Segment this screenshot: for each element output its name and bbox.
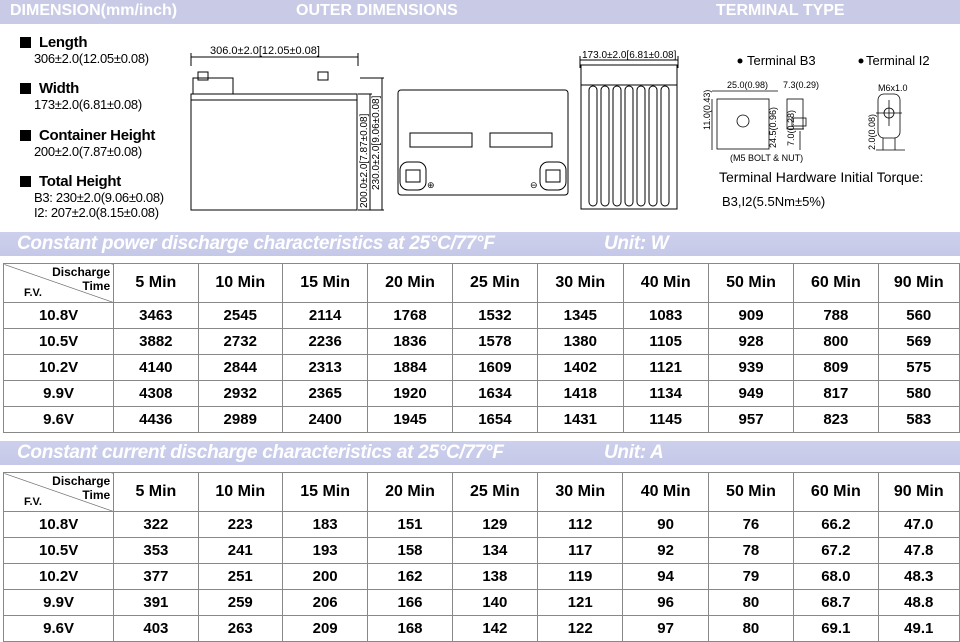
battery-end-view bbox=[580, 56, 678, 209]
table-cell: 47.8 bbox=[878, 538, 959, 564]
column-header: 60 Min bbox=[794, 264, 878, 303]
table-cell: 939 bbox=[708, 355, 793, 381]
power-table-unit: Unit: W bbox=[604, 233, 669, 254]
corner-time-label: Time bbox=[82, 488, 111, 502]
table-cell: 49.1 bbox=[878, 616, 959, 642]
dim-i2-thread: M6x1.0 bbox=[878, 83, 908, 93]
current-table-title: Constant current discharge characteristics at 25°C/77°F bbox=[17, 442, 504, 463]
row-voltage-cell: 10.8V bbox=[4, 512, 114, 538]
column-header: 40 Min bbox=[623, 473, 708, 512]
table-cell: 4140 bbox=[114, 355, 198, 381]
table-cell: 158 bbox=[368, 538, 452, 564]
table-cell: 788 bbox=[794, 303, 878, 329]
spec-title: Length bbox=[39, 34, 88, 51]
table-cell: 403 bbox=[114, 616, 198, 642]
table-cell: 3463 bbox=[114, 303, 198, 329]
table-cell: 119 bbox=[538, 564, 623, 590]
dim-b3-thickness: 7.3(0.29) bbox=[783, 80, 820, 90]
spec-title: Total Height bbox=[39, 173, 121, 190]
row-voltage-cell: 10.2V bbox=[4, 564, 114, 590]
table-cell: 322 bbox=[114, 512, 198, 538]
table-cell: 138 bbox=[452, 564, 537, 590]
row-voltage-cell: 9.6V bbox=[4, 616, 114, 642]
dim-b3-hole: 11.0(0.43) bbox=[702, 89, 712, 130]
spec-value: 173±2.0(6.81±0.08) bbox=[34, 97, 142, 112]
table-cell: 1654 bbox=[452, 407, 537, 433]
power-table-title: Constant power discharge characteristics at 25°C/77°F bbox=[17, 233, 495, 254]
table-cell: 575 bbox=[878, 355, 959, 381]
column-header: 30 Min bbox=[538, 264, 623, 303]
table-cell: 166 bbox=[368, 590, 452, 616]
table-cell: 391 bbox=[114, 590, 198, 616]
current-discharge-table bbox=[3, 472, 960, 642]
table-cell: 162 bbox=[368, 564, 452, 590]
column-header: 20 Min bbox=[368, 264, 452, 303]
dim-b3-width: 25.0(0.98) bbox=[727, 80, 769, 90]
table-cell: 97 bbox=[623, 616, 708, 642]
table-cell: 2114 bbox=[282, 303, 367, 329]
table-cell: 142 bbox=[452, 616, 537, 642]
table-header-row bbox=[4, 473, 960, 512]
table-cell: 241 bbox=[198, 538, 282, 564]
table-cell: 928 bbox=[708, 329, 793, 355]
dimension-heading: DIMENSION(mm/inch) bbox=[10, 2, 178, 19]
corner-time-label: Time bbox=[82, 279, 111, 293]
table-row bbox=[4, 616, 960, 642]
table-cell: 80 bbox=[708, 616, 793, 642]
table-cell: 4308 bbox=[114, 381, 198, 407]
table-cell: 259 bbox=[198, 590, 282, 616]
dim-i2-height: 2.0(0.08) bbox=[867, 113, 877, 150]
table-cell: 909 bbox=[708, 303, 793, 329]
current-table-banner bbox=[0, 441, 960, 465]
table-cell: 183 bbox=[282, 512, 367, 538]
table-cell: 1920 bbox=[368, 381, 452, 407]
terminal-type-heading: TERMINAL TYPE bbox=[716, 2, 845, 19]
table-cell: 66.2 bbox=[794, 512, 878, 538]
row-voltage-cell: 10.5V bbox=[4, 329, 114, 355]
table-cell: 1884 bbox=[368, 355, 452, 381]
bolt-label: (M5 BOLT & NUT) bbox=[730, 153, 804, 163]
corner-discharge-label: Discharge bbox=[52, 474, 111, 488]
table-cell: 949 bbox=[708, 381, 793, 407]
spec-title: Width bbox=[39, 80, 80, 97]
dim-length-label: 306.0±2.0[12.05±0.08] bbox=[210, 45, 320, 57]
table-cell: 580 bbox=[878, 381, 959, 407]
positive-terminal-icon: ⊖ bbox=[530, 180, 538, 190]
table-corner-cell bbox=[4, 264, 114, 303]
table-row bbox=[4, 303, 960, 329]
spec-value-i2: I2: 207±2.0(8.15±0.08) bbox=[34, 205, 159, 220]
table-cell: 2545 bbox=[198, 303, 282, 329]
table-cell: 823 bbox=[794, 407, 878, 433]
dim-total-height-label: 230.0±2.0[9.06±0.08] bbox=[371, 95, 382, 190]
column-header: 15 Min bbox=[282, 473, 367, 512]
table-cell: 569 bbox=[878, 329, 959, 355]
corner-fv-label: F.V. bbox=[24, 496, 42, 508]
table-cell: 193 bbox=[282, 538, 367, 564]
dim-container-height-label: 200.0±2.0[7.87±0.08] bbox=[359, 113, 370, 208]
table-cell: 2236 bbox=[282, 329, 367, 355]
column-header: 30 Min bbox=[538, 473, 623, 512]
column-header: 25 Min bbox=[452, 473, 537, 512]
table-cell: 47.0 bbox=[878, 512, 959, 538]
column-header: 90 Min bbox=[878, 473, 959, 512]
power-discharge-table bbox=[3, 263, 960, 433]
column-header: 50 Min bbox=[708, 473, 793, 512]
table-row bbox=[4, 538, 960, 564]
table-cell: 223 bbox=[198, 512, 282, 538]
table-row bbox=[4, 381, 960, 407]
table-cell: 1134 bbox=[623, 381, 708, 407]
table-cell: 69.1 bbox=[794, 616, 878, 642]
table-cell: 1768 bbox=[368, 303, 452, 329]
table-cell: 90 bbox=[623, 512, 708, 538]
spec-value-b3: B3: 230±2.0(9.06±0.08) bbox=[34, 190, 164, 205]
negative-terminal-icon: ⊕ bbox=[427, 180, 435, 190]
table-cell: 112 bbox=[538, 512, 623, 538]
table-cell: 2989 bbox=[198, 407, 282, 433]
table-cell: 3882 bbox=[114, 329, 198, 355]
table-cell: 2400 bbox=[282, 407, 367, 433]
table-cell: 583 bbox=[878, 407, 959, 433]
table-cell: 129 bbox=[452, 512, 537, 538]
table-cell: 209 bbox=[282, 616, 367, 642]
table-cell: 76 bbox=[708, 512, 793, 538]
table-cell: 4436 bbox=[114, 407, 198, 433]
table-cell: 92 bbox=[623, 538, 708, 564]
table-cell: 1431 bbox=[538, 407, 623, 433]
row-voltage-cell: 10.2V bbox=[4, 355, 114, 381]
table-cell: 1578 bbox=[452, 329, 537, 355]
table-cell: 1836 bbox=[368, 329, 452, 355]
table-cell: 79 bbox=[708, 564, 793, 590]
table-cell: 94 bbox=[623, 564, 708, 590]
table-cell: 78 bbox=[708, 538, 793, 564]
battery-side-view bbox=[191, 53, 384, 210]
table-cell: 1121 bbox=[623, 355, 708, 381]
table-cell: 168 bbox=[368, 616, 452, 642]
table-cell: 1532 bbox=[452, 303, 537, 329]
table-cell: 1345 bbox=[538, 303, 623, 329]
spec-title: Container Height bbox=[39, 127, 156, 144]
table-row bbox=[4, 564, 960, 590]
table-cell: 263 bbox=[198, 616, 282, 642]
table-cell: 96 bbox=[623, 590, 708, 616]
table-cell: 2844 bbox=[198, 355, 282, 381]
spec-value: 200±2.0(7.87±0.08) bbox=[34, 144, 142, 159]
dim-width-label: 173.0±2.0[6.81±0.08] bbox=[582, 50, 677, 61]
table-cell: 1609 bbox=[452, 355, 537, 381]
row-voltage-cell: 9.6V bbox=[4, 407, 114, 433]
row-voltage-cell: 10.8V bbox=[4, 303, 114, 329]
corner-discharge-label: Discharge bbox=[52, 265, 111, 279]
terminal-i2-label: Terminal I2 bbox=[866, 53, 930, 68]
current-table-unit: Unit: A bbox=[604, 442, 664, 463]
table-cell: 1083 bbox=[623, 303, 708, 329]
table-cell: 1418 bbox=[538, 381, 623, 407]
outer-dimensions-heading: OUTER DIMENSIONS bbox=[296, 2, 458, 19]
column-header: 25 Min bbox=[452, 264, 537, 303]
bullet-dot-icon bbox=[738, 59, 743, 64]
torque-value: B3,I2(5.5Nm±5%) bbox=[722, 194, 826, 209]
table-cell: 1145 bbox=[623, 407, 708, 433]
column-header: 60 Min bbox=[794, 473, 878, 512]
row-voltage-cell: 9.9V bbox=[4, 381, 114, 407]
table-cell: 48.3 bbox=[878, 564, 959, 590]
table-row bbox=[4, 355, 960, 381]
table-cell: 1402 bbox=[538, 355, 623, 381]
table-row bbox=[4, 590, 960, 616]
table-cell: 957 bbox=[708, 407, 793, 433]
outer-dimension-drawings bbox=[0, 0, 960, 232]
column-header: 10 Min bbox=[198, 264, 282, 303]
table-cell: 2732 bbox=[198, 329, 282, 355]
torque-title: Terminal Hardware Initial Torque: bbox=[719, 169, 924, 185]
table-cell: 817 bbox=[794, 381, 878, 407]
table-cell: 2313 bbox=[282, 355, 367, 381]
dim-b3-height: 24.5(0.96) bbox=[768, 106, 778, 148]
table-cell: 560 bbox=[878, 303, 959, 329]
table-cell: 80 bbox=[708, 590, 793, 616]
table-row bbox=[4, 329, 960, 355]
column-header: 90 Min bbox=[878, 264, 959, 303]
bullet-dot-icon bbox=[859, 59, 864, 64]
column-header: 40 Min bbox=[623, 264, 708, 303]
row-voltage-cell: 10.5V bbox=[4, 538, 114, 564]
column-header: 15 Min bbox=[282, 264, 367, 303]
table-cell: 206 bbox=[282, 590, 367, 616]
table-cell: 2365 bbox=[282, 381, 367, 407]
table-cell: 200 bbox=[282, 564, 367, 590]
table-cell: 2932 bbox=[198, 381, 282, 407]
table-cell: 67.2 bbox=[794, 538, 878, 564]
table-cell: 134 bbox=[452, 538, 537, 564]
column-header: 50 Min bbox=[708, 264, 793, 303]
table-cell: 68.0 bbox=[794, 564, 878, 590]
column-header: 5 Min bbox=[114, 264, 198, 303]
table-cell: 117 bbox=[538, 538, 623, 564]
table-cell: 809 bbox=[794, 355, 878, 381]
table-cell: 1105 bbox=[623, 329, 708, 355]
table-cell: 353 bbox=[114, 538, 198, 564]
table-cell: 1945 bbox=[368, 407, 452, 433]
table-cell: 1634 bbox=[452, 381, 537, 407]
dim-b3-depth: 7.0(0.28) bbox=[786, 109, 796, 146]
column-header: 5 Min bbox=[114, 473, 198, 512]
spec-value: 306±2.0(12.05±0.08) bbox=[34, 51, 149, 66]
table-cell: 251 bbox=[198, 564, 282, 590]
table-corner-cell bbox=[4, 473, 114, 512]
power-table-banner bbox=[0, 232, 960, 256]
table-cell: 1380 bbox=[538, 329, 623, 355]
corner-fv-label: F.V. bbox=[24, 287, 42, 299]
row-voltage-cell: 9.9V bbox=[4, 590, 114, 616]
table-cell: 68.7 bbox=[794, 590, 878, 616]
column-header: 20 Min bbox=[368, 473, 452, 512]
battery-top-view bbox=[398, 90, 568, 195]
table-cell: 377 bbox=[114, 564, 198, 590]
terminal-i2-drawing bbox=[876, 94, 905, 150]
table-cell: 48.8 bbox=[878, 590, 959, 616]
terminal-b3-label: Terminal B3 bbox=[747, 53, 816, 68]
table-header-row bbox=[4, 264, 960, 303]
table-cell: 800 bbox=[794, 329, 878, 355]
column-header: 10 Min bbox=[198, 473, 282, 512]
table-cell: 140 bbox=[452, 590, 537, 616]
table-row bbox=[4, 407, 960, 433]
table-row bbox=[4, 512, 960, 538]
table-cell: 121 bbox=[538, 590, 623, 616]
table-cell: 122 bbox=[538, 616, 623, 642]
table-cell: 151 bbox=[368, 512, 452, 538]
